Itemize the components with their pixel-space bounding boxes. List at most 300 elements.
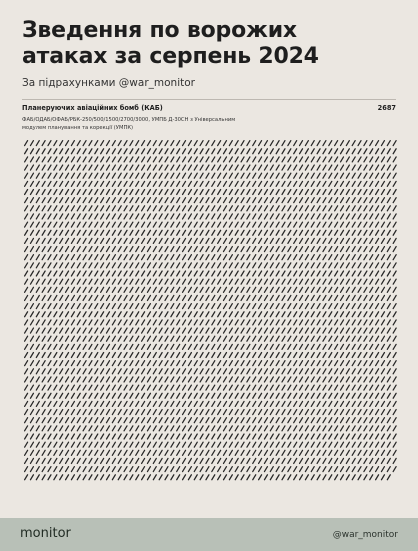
bomb-mark [77,238,80,243]
bomb-mark [235,279,238,284]
bomb-mark [241,141,244,146]
bomb-mark [118,475,121,480]
bomb-mark [288,361,291,366]
bomb-mark [112,173,115,178]
bomb-mark [212,320,215,325]
bomb-mark [300,214,303,219]
bomb-mark [89,279,92,284]
bomb-mark [194,198,197,203]
bomb-mark [288,141,291,146]
bomb-mark [36,344,39,349]
bomb-mark [30,467,33,472]
bomb-mark [317,295,320,300]
bomb-mark [171,287,174,292]
bomb-mark [83,442,86,447]
bomb-mark [60,353,63,358]
bomb-mark [305,418,308,423]
bomb-mark [270,475,273,480]
bomb-mark [165,458,168,463]
bomb-mark [317,312,320,317]
bomb-mark [54,181,57,186]
bomb-mark [206,344,209,349]
bomb-mark [42,442,45,447]
bomb-mark [212,206,215,211]
bomb-mark [101,230,104,235]
bomb-mark [42,295,45,300]
bomb-mark [264,361,267,366]
bomb-mark [147,401,150,406]
bomb-mark [235,401,238,406]
bomb-mark [95,369,98,374]
bomb-mark [300,263,303,268]
bomb-mark [130,279,133,284]
bomb-mark [311,320,314,325]
bomb-mark [381,344,384,349]
bomb-mark [165,190,168,195]
bomb-mark [101,336,104,341]
bomb-mark [218,426,221,431]
bomb-mark [159,442,162,447]
bomb-mark [370,279,373,284]
bomb-mark [276,141,279,146]
bomb-mark [136,279,139,284]
bomb-mark [60,426,63,431]
bomb-mark [194,467,197,472]
bomb-mark [206,173,209,178]
bomb-mark [305,165,308,170]
bomb-mark [177,141,180,146]
bomb-mark [305,344,308,349]
bomb-mark [282,206,285,211]
bomb-mark [30,173,33,178]
bomb-mark [159,467,162,472]
bomb-mark [393,385,396,390]
bomb-mark [364,458,367,463]
bomb-mark [107,450,110,455]
bomb-mark [264,393,267,398]
bomb-mark [387,458,390,463]
bomb-mark [194,173,197,178]
bomb-mark [30,165,33,170]
bomb-mark [393,222,396,227]
bomb-mark [270,190,273,195]
bomb-mark [212,157,215,162]
bomb-mark [89,255,92,260]
bomb-mark [241,271,244,276]
bomb-mark [36,230,39,235]
bomb-mark [30,295,33,300]
bomb-mark [177,263,180,268]
bomb-mark [147,141,150,146]
bomb-mark [305,467,308,472]
bomb-mark [212,458,215,463]
bomb-mark [358,393,361,398]
bomb-mark [305,353,308,358]
bomb-mark [89,263,92,268]
bomb-mark [153,230,156,235]
bomb-mark [89,410,92,415]
bomb-mark [335,401,338,406]
bomb-mark [36,369,39,374]
bomb-mark [364,238,367,243]
bomb-mark [253,467,256,472]
bomb-mark [358,418,361,423]
bomb-mark [253,377,256,382]
bomb-mark [183,214,186,219]
bomb-mark [136,190,139,195]
bomb-mark [247,279,250,284]
bomb-mark [364,434,367,439]
bomb-mark [323,385,326,390]
bomb-mark [270,410,273,415]
bomb-mark [387,287,390,292]
bomb-mark [270,141,273,146]
bomb-mark [107,214,110,219]
bomb-mark [305,279,308,284]
bomb-mark [36,328,39,333]
bomb-mark [329,312,332,317]
bomb-mark [112,279,115,284]
page-title: Зведення по ворожих атаках за серпень 2024 [22,18,319,69]
bomb-mark [311,198,314,203]
bomb-mark [224,410,227,415]
bomb-mark [200,263,203,268]
bomb-mark [42,458,45,463]
bomb-mark [270,263,273,268]
bomb-mark [147,450,150,455]
bomb-mark [183,353,186,358]
bomb-mark [393,141,396,146]
bomb-mark [218,336,221,341]
bomb-mark [25,263,28,268]
bomb-mark [142,377,145,382]
bomb-mark [335,230,338,235]
bomb-mark [48,255,51,260]
bomb-mark [153,353,156,358]
bomb-mark [305,214,308,219]
bomb-mark [264,230,267,235]
bomb-mark [282,434,285,439]
bomb-mark [25,434,28,439]
bomb-mark [183,149,186,154]
bomb-mark [300,336,303,341]
bomb-mark [224,206,227,211]
bomb-mark [124,410,127,415]
bomb-mark [311,287,314,292]
bomb-mark [206,442,209,447]
bomb-mark [118,385,121,390]
bomb-mark [194,353,197,358]
bomb-mark [83,401,86,406]
bomb-mark [153,393,156,398]
bomb-mark [36,173,39,178]
bomb-mark [305,328,308,333]
bomb-mark [107,336,110,341]
bomb-mark [358,312,361,317]
bomb-mark [112,165,115,170]
bomb-mark [241,238,244,243]
bomb-mark [259,442,262,447]
bomb-mark [48,377,51,382]
bomb-mark [30,475,33,480]
bomb-mark [130,336,133,341]
bomb-mark [194,190,197,195]
bomb-mark [89,442,92,447]
bomb-mark [387,393,390,398]
bomb-mark [130,181,133,186]
bomb-mark [300,377,303,382]
bomb-mark [235,410,238,415]
bomb-mark [188,230,191,235]
bomb-mark [253,141,256,146]
bomb-mark [229,434,232,439]
bomb-mark [101,206,104,211]
bomb-mark [30,418,33,423]
bomb-mark [42,385,45,390]
bomb-mark [218,393,221,398]
bomb-mark [259,369,262,374]
bomb-mark [95,271,98,276]
bomb-mark [218,312,221,317]
bomb-mark [206,279,209,284]
bomb-mark [71,410,74,415]
bomb-mark [364,295,367,300]
bomb-mark [259,361,262,366]
bomb-mark [247,434,250,439]
bomb-mark [393,295,396,300]
bomb-mark [235,304,238,309]
bomb-mark [317,190,320,195]
bomb-mark [241,312,244,317]
bomb-mark [235,263,238,268]
bomb-mark [159,336,162,341]
bomb-mark [101,377,104,382]
bomb-mark [66,190,69,195]
bomb-mark [95,230,98,235]
bomb-mark [200,377,203,382]
bomb-mark [241,450,244,455]
bomb-mark [229,141,232,146]
bomb-mark [224,377,227,382]
bomb-mark [36,247,39,252]
bomb-mark [112,247,115,252]
bomb-mark [77,401,80,406]
bomb-mark [358,287,361,292]
bomb-mark [311,328,314,333]
bomb-mark [101,344,104,349]
bomb-mark [118,353,121,358]
bomb-mark [259,190,262,195]
bomb-mark [177,181,180,186]
bomb-mark [253,418,256,423]
bomb-mark [54,426,57,431]
bomb-mark [276,295,279,300]
bomb-mark [264,369,267,374]
bomb-mark [130,450,133,455]
bomb-mark [224,467,227,472]
bomb-mark [30,336,33,341]
bomb-mark [177,206,180,211]
bomb-mark [247,214,250,219]
bomb-mark [194,312,197,317]
bomb-mark [171,442,174,447]
bomb-mark [352,442,355,447]
bomb-mark [323,255,326,260]
bomb-mark [165,336,168,341]
bomb-mark [101,393,104,398]
bomb-mark [294,287,297,292]
bomb-mark [247,247,250,252]
bomb-mark [352,361,355,366]
bomb-mark [229,312,232,317]
bomb-mark [212,418,215,423]
bomb-mark [346,361,349,366]
bomb-mark [142,450,145,455]
bomb-mark [364,279,367,284]
bomb-mark [253,393,256,398]
bomb-mark [317,418,320,423]
bomb-mark [335,165,338,170]
bomb-mark [54,328,57,333]
bomb-mark [282,426,285,431]
bomb-mark [235,165,238,170]
bomb-mark [124,344,127,349]
bomb-mark [218,247,221,252]
bomb-mark [130,173,133,178]
bomb-mark [264,206,267,211]
bomb-mark [253,247,256,252]
bomb-mark [177,295,180,300]
bomb-mark [60,173,63,178]
bomb-mark [171,336,174,341]
bomb-mark [259,247,262,252]
bomb-mark [77,475,80,480]
bomb-mark [381,377,384,382]
bomb-mark [130,434,133,439]
bomb-mark [276,401,279,406]
bomb-mark [147,206,150,211]
bomb-mark [171,271,174,276]
bomb-mark [171,206,174,211]
bomb-mark [130,320,133,325]
bomb-mark [212,190,215,195]
bomb-mark [60,304,63,309]
bomb-mark [235,238,238,243]
bomb-mark [224,247,227,252]
bomb-mark [142,247,145,252]
bomb-mark [183,344,186,349]
bomb-mark [294,165,297,170]
bomb-mark [159,361,162,366]
bomb-mark [206,467,209,472]
bomb-mark [346,450,349,455]
bomb-mark [288,173,291,178]
bomb-mark [317,458,320,463]
bomb-mark [247,295,250,300]
bomb-mark [25,222,28,227]
bomb-mark [259,467,262,472]
bomb-mark [387,247,390,252]
bomb-mark [387,279,390,284]
bomb-mark [311,442,314,447]
bomb-mark [317,426,320,431]
bomb-mark [212,141,215,146]
bomb-mark [200,165,203,170]
bomb-mark [194,458,197,463]
bomb-mark [370,271,373,276]
bomb-mark [317,198,320,203]
bomb-mark [136,418,139,423]
bomb-mark [393,450,396,455]
bomb-mark [241,410,244,415]
bomb-mark [247,344,250,349]
bomb-mark [247,230,250,235]
bomb-mark [30,320,33,325]
bomb-mark [36,157,39,162]
bomb-mark [346,198,349,203]
bomb-mark [317,450,320,455]
bomb-mark [25,369,28,374]
bomb-mark [60,271,63,276]
bomb-mark [323,287,326,292]
bomb-mark [153,328,156,333]
bomb-mark [188,165,191,170]
bomb-mark [107,328,110,333]
bomb-mark [218,458,221,463]
bomb-mark [352,287,355,292]
bomb-mark [118,247,121,252]
bomb-mark [183,401,186,406]
bomb-mark [259,222,262,227]
bomb-mark [177,450,180,455]
bomb-mark [66,312,69,317]
bomb-mark [188,304,191,309]
bomb-mark [370,295,373,300]
bomb-mark [218,181,221,186]
bomb-mark [200,287,203,292]
bomb-mark [270,328,273,333]
bomb-mark [376,434,379,439]
bomb-mark [95,149,98,154]
bomb-mark [25,181,28,186]
bomb-mark [30,442,33,447]
bomb-mark [83,222,86,227]
bomb-mark [124,401,127,406]
bomb-mark [335,385,338,390]
bomb-mark [370,198,373,203]
bomb-mark [112,328,115,333]
bomb-mark [393,238,396,243]
bomb-mark [358,165,361,170]
bomb-mark [335,418,338,423]
bomb-mark [282,320,285,325]
bomb-mark [95,426,98,431]
bomb-mark [60,361,63,366]
bomb-mark [171,369,174,374]
bomb-mark [54,263,57,268]
bomb-mark [30,198,33,203]
bomb-mark [142,385,145,390]
bomb-mark [346,385,349,390]
bomb-mark [89,304,92,309]
bomb-mark [241,458,244,463]
bomb-mark [83,377,86,382]
bomb-mark [25,385,28,390]
bomb-mark [200,157,203,162]
bomb-mark [235,458,238,463]
bomb-mark [95,304,98,309]
bomb-mark [358,198,361,203]
